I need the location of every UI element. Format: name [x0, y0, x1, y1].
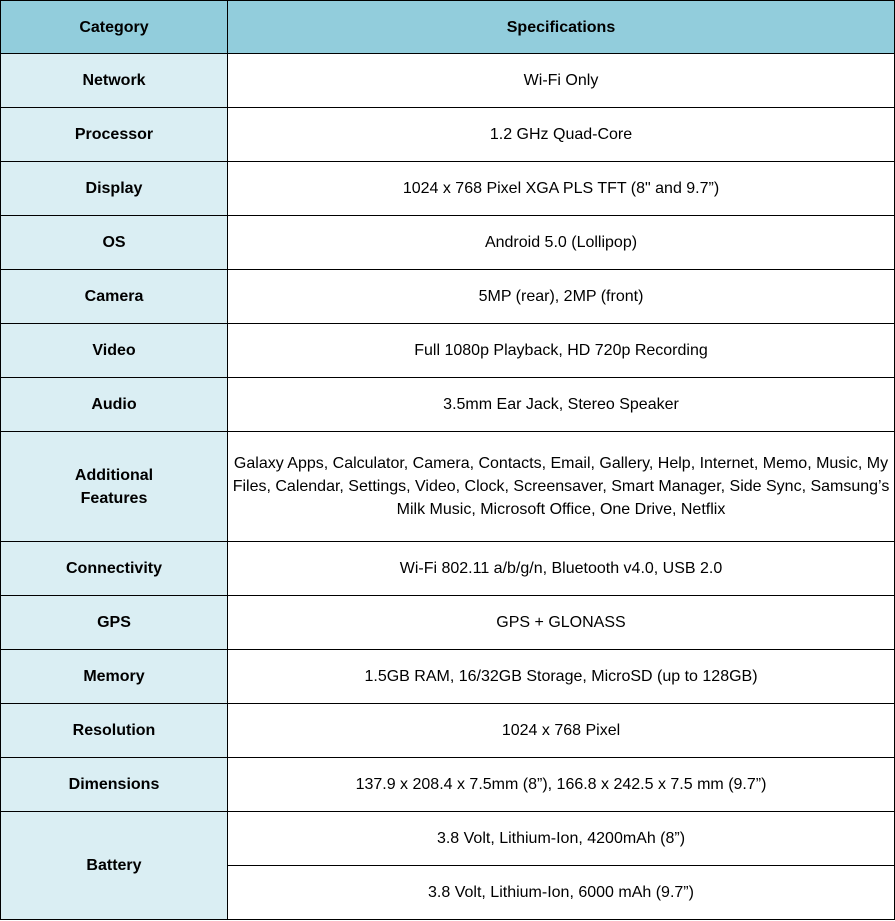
row-category: OS: [1, 216, 228, 270]
row-category: Camera: [1, 270, 228, 324]
table-row: [1, 596, 895, 650]
row-category: [1, 432, 228, 542]
table-row: [1, 704, 895, 758]
row-category: Network: [1, 54, 228, 108]
row-category: GPS: [1, 596, 228, 650]
row-value: Wi-Fi 802.11 a/b/g/n, Bluetooth v4.0, USB 2.0: [228, 542, 895, 596]
row-category: Dimensions: [1, 758, 228, 812]
table-header-row: [1, 1, 895, 54]
table-row: [1, 54, 895, 108]
row-category: Audio: [1, 378, 228, 432]
row-value: Android 5.0 (Lollipop): [228, 216, 895, 270]
table-row: [1, 650, 895, 704]
row-category: Video: [1, 324, 228, 378]
row-value: GPS + GLONASS: [228, 596, 895, 650]
row-value: 137.9 x 208.4 x 7.5mm (8”), 166.8 x 242.5 x 7.5 mm (9.7”): [228, 758, 895, 812]
row-category: Resolution: [1, 704, 228, 758]
row-category: Battery: [1, 812, 228, 920]
row-value: 5MP (rear), 2MP (front): [228, 270, 895, 324]
table-row: [1, 378, 895, 432]
row-value: 1.2 GHz Quad-Core: [228, 108, 895, 162]
table-row: [1, 270, 895, 324]
row-value: 1024 x 768 Pixel XGA PLS TFT (8" and 9.7”): [228, 162, 895, 216]
row-value: Wi-Fi Only: [228, 54, 895, 108]
row-value: 1.5GB RAM, 16/32GB Storage, MicroSD (up to 128GB): [228, 650, 895, 704]
header-category: Category: [1, 1, 228, 54]
table-row: [1, 432, 895, 542]
row-value: 3.5mm Ear Jack, Stereo Speaker: [228, 378, 895, 432]
table-row: [1, 324, 895, 378]
row-value: 3.8 Volt, Lithium-Ion, 4200mAh (8”): [228, 812, 895, 866]
row-value: 1024 x 768 Pixel: [228, 704, 895, 758]
row-value: Full 1080p Playback, HD 720p Recording: [228, 324, 895, 378]
row-category: Connectivity: [1, 542, 228, 596]
row-value: 3.8 Volt, Lithium-Ion, 6000 mAh (9.7”): [228, 866, 895, 920]
header-specifications: Specifications: [228, 1, 895, 54]
row-category: Memory: [1, 650, 228, 704]
row-category-line-1: Additional: [74, 466, 154, 484]
row-category: Processor: [1, 108, 228, 162]
table-row: [1, 758, 895, 812]
table-row: [1, 162, 895, 216]
table-row: [1, 108, 895, 162]
table-row: [1, 812, 895, 866]
row-category: Display: [1, 162, 228, 216]
table-row: [1, 216, 895, 270]
row-value: Galaxy Apps, Calculator, Camera, Contacts, Email, Gallery, Help, Internet, Memo, Music, My Files, Calendar, Settings, Video, Clock, Screensaver, Smart Manager, Side Sync, Samsung’s Milk Music, Microsoft Office, One Drive, Netflix: [228, 432, 895, 542]
table-row: [1, 542, 895, 596]
row-category-line-2: Features: [80, 489, 148, 507]
